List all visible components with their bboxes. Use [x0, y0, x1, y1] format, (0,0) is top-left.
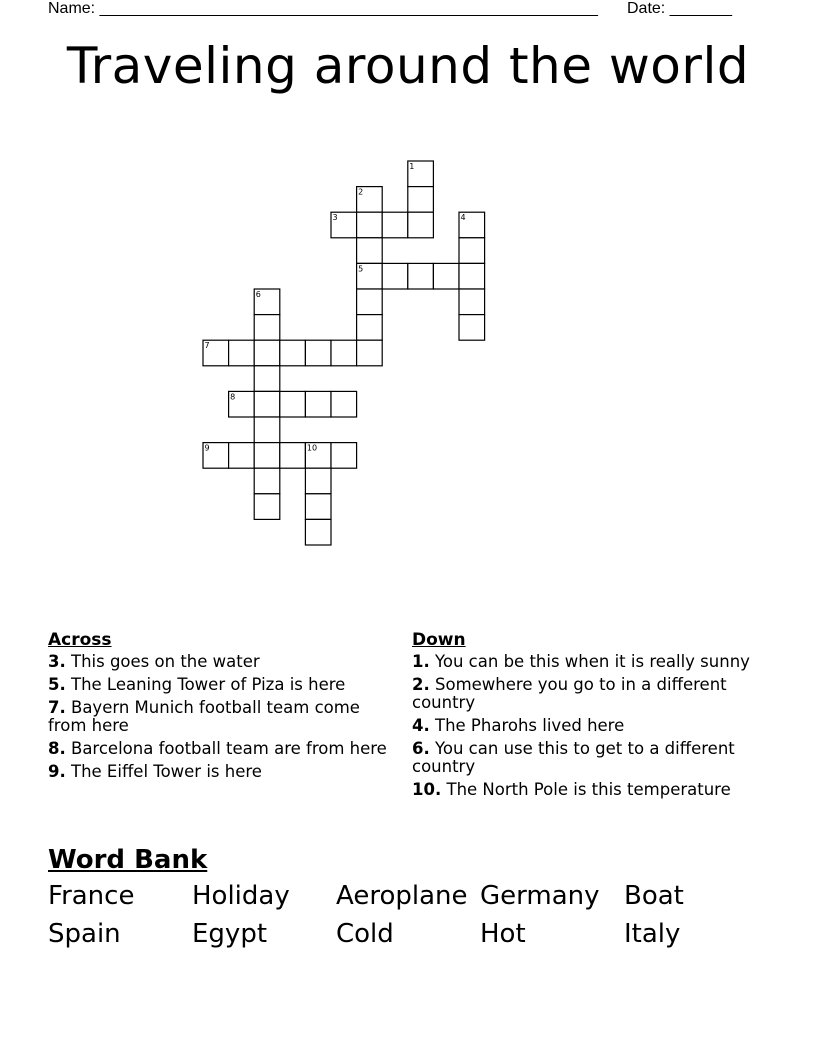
grid-cell[interactable] [305, 494, 331, 520]
word-bank-item: Aeroplane [336, 881, 468, 911]
grid-cell[interactable] [357, 315, 383, 341]
clue-number: 1. [412, 652, 430, 671]
grid-cell[interactable] [459, 315, 485, 341]
clue-number: 10. [412, 780, 442, 799]
word-bank-item: Egypt [192, 919, 268, 949]
clue-text: Somewhere you go to in a different country [412, 675, 727, 712]
clue-number: 5. [48, 675, 66, 694]
down-clue [412, 717, 757, 735]
clue-text: The Leaning Tower of Piza is here [71, 675, 346, 694]
grid-cell[interactable] [357, 289, 383, 315]
puzzle-title: Traveling around the world [66, 37, 750, 95]
clue-text: You can be this when it is really sunny [435, 652, 750, 671]
grid-cell[interactable] [305, 468, 331, 494]
across-clue [48, 740, 398, 758]
across-clue [48, 763, 398, 781]
down-clue [412, 676, 757, 712]
grid-cell[interactable] [408, 263, 434, 289]
across-clue [48, 653, 398, 671]
grid-cell[interactable] [254, 315, 280, 341]
down-clue [412, 653, 757, 671]
cell-number: 1 [409, 162, 415, 171]
grid-cell[interactable] [280, 340, 306, 366]
word-bank-item: Cold [336, 919, 394, 949]
clue-number: 3. [48, 652, 66, 671]
across-clues [48, 630, 398, 786]
across-heading: Across [48, 630, 112, 650]
grid-cell[interactable] [357, 340, 383, 366]
grid-cell[interactable] [254, 366, 280, 392]
date-field-label: Date: _______ [627, 0, 732, 17]
grid-cell[interactable] [305, 340, 331, 366]
grid-cell[interactable] [459, 238, 485, 264]
cell-number: 2 [358, 187, 364, 197]
cell-number: 8 [230, 392, 236, 402]
across-clue [48, 676, 398, 694]
grid-cell[interactable] [254, 468, 280, 494]
clue-number: 4. [412, 716, 430, 735]
down-clues [412, 630, 757, 804]
cell-number: 5 [358, 264, 364, 274]
cell-number: 10 [306, 443, 318, 453]
grid-cell[interactable] [408, 212, 434, 238]
clue-number: 2. [412, 675, 430, 694]
down-clue [412, 781, 757, 799]
grid-cell[interactable] [254, 391, 280, 417]
word-bank-item: Germany [480, 881, 600, 911]
down-heading: Down [412, 630, 466, 650]
cell-number: 9 [204, 443, 210, 453]
cell-number: 3 [332, 213, 338, 223]
grid-cell[interactable] [254, 417, 280, 443]
grid-cell[interactable] [331, 391, 357, 417]
clue-text: You can use this to get to a different country [412, 739, 735, 776]
grid-cell[interactable] [433, 263, 459, 289]
cell-number: 6 [255, 290, 261, 299]
across-clue [48, 699, 398, 735]
grid-cell[interactable] [280, 391, 306, 417]
word-bank-title: Word Bank [48, 845, 208, 875]
clue-number: 7. [48, 698, 66, 717]
name-field-label: Name: ________________________________________________________ [48, 0, 598, 17]
grid-cell[interactable] [305, 519, 331, 545]
grid-cell[interactable] [254, 443, 280, 469]
clue-text: The Pharohs lived here [435, 716, 625, 735]
word-bank-item: France [48, 881, 135, 911]
grid-cell[interactable] [459, 289, 485, 315]
clue-text: Bayern Munich football team come from here [48, 698, 360, 735]
grid-cell[interactable] [459, 263, 485, 289]
grid-cell[interactable] [382, 212, 408, 238]
grid-cell[interactable] [382, 263, 408, 289]
down-clue [412, 740, 757, 776]
grid-cell[interactable] [331, 443, 357, 469]
grid-cell[interactable] [357, 212, 383, 238]
word-bank-item: Italy [624, 919, 681, 949]
grid-cell[interactable] [357, 238, 383, 264]
grid-cell[interactable] [254, 494, 280, 520]
word-bank-item: Hot [480, 919, 526, 949]
word-bank-item: Boat [624, 881, 684, 911]
grid-cell[interactable] [254, 340, 280, 366]
clue-number: 8. [48, 739, 66, 758]
grid-cell[interactable] [229, 340, 255, 366]
clue-number: 6. [412, 739, 430, 758]
clue-text: The North Pole is this temperature [446, 780, 731, 799]
cell-number: 7 [204, 341, 210, 351]
clue-text: Barcelona football team are from here [71, 739, 387, 758]
word-bank-item: Holiday [192, 881, 290, 911]
grid-cell[interactable] [305, 391, 331, 417]
grid-cell[interactable] [408, 187, 434, 213]
grid-cell[interactable] [280, 443, 306, 469]
word-bank-item: Spain [48, 919, 121, 949]
cell-number: 4 [460, 213, 466, 223]
clue-number: 9. [48, 762, 66, 781]
word-bank [48, 880, 768, 950]
grid-cell[interactable] [229, 443, 255, 469]
grid-cell[interactable] [331, 340, 357, 366]
clue-text: The Eiffel Tower is here [71, 762, 262, 781]
clue-text: This goes on the water [71, 652, 260, 671]
